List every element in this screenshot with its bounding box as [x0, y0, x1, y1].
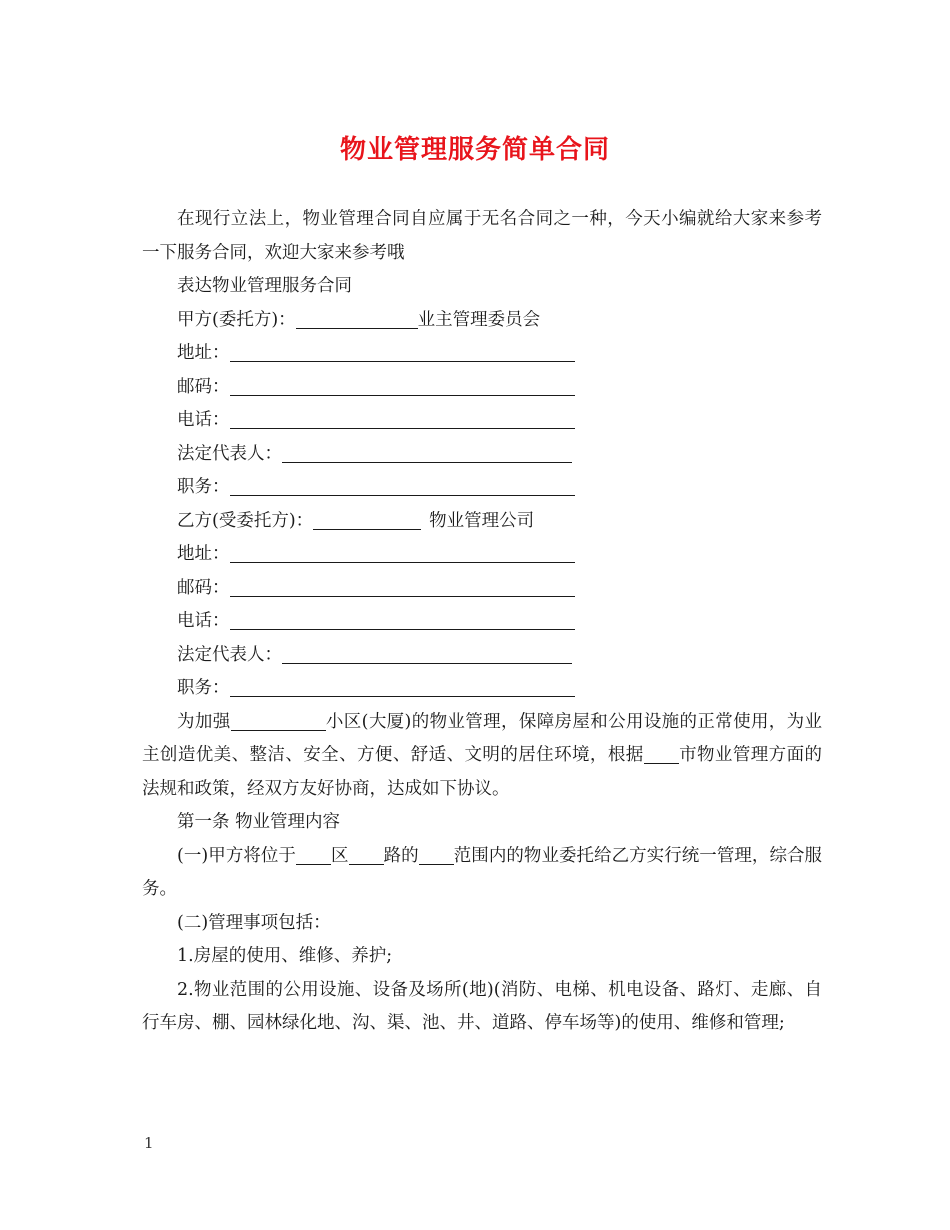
item-1-text-1: (一)甲方将位于 — [177, 845, 296, 866]
party-a-phone-label: 电话： — [177, 410, 230, 430]
article-1-item-2: (二)管理事项包括： — [177, 912, 331, 933]
party-b-postcode-line — [142, 572, 822, 606]
party-a-postcode-line — [142, 371, 822, 405]
item-1-text-3: 路的 — [383, 845, 419, 866]
party-a-position-line — [142, 471, 822, 505]
party-a-position-label: 职务： — [177, 477, 230, 497]
party-b-legal-rep-blank — [282, 641, 572, 664]
party-b-name-blank — [313, 507, 421, 530]
party-b-phone-blank — [230, 607, 575, 630]
article-1-item-1 — [142, 840, 822, 907]
party-b-address-line — [142, 538, 822, 572]
party-a-label: 甲方(委托方)： — [177, 309, 296, 330]
document-body — [142, 203, 822, 1041]
party-a-position-blank — [230, 473, 575, 496]
range-blank — [419, 842, 454, 865]
party-a-name-blank — [296, 306, 418, 329]
party-a-suffix: 业主管理委员会 — [417, 309, 541, 330]
party-b-legal-rep-label: 法定代表人： — [177, 644, 282, 665]
party-a-address-label: 地址： — [177, 343, 230, 363]
road-blank — [349, 842, 384, 865]
preamble-paragraph — [142, 706, 822, 807]
party-a-legal-rep-label: 法定代表人： — [177, 443, 282, 464]
party-b-position-line — [142, 672, 822, 706]
article-1-sub-1: 1.房屋的使用、维修、养护; — [177, 946, 393, 966]
party-a-phone-blank — [230, 406, 575, 429]
intro-paragraph: 在现行立法上，物业管理合同自应属于无名合同之一种，今天小编就给大家来参考一下服务合同，欢迎大家来参考哦 — [142, 209, 822, 263]
party-b-position-blank — [230, 674, 575, 697]
party-b-position-label: 职务： — [177, 678, 230, 698]
party-b-address-label: 地址： — [177, 544, 230, 564]
party-b-phone-label: 电话： — [177, 611, 230, 631]
document-title: 物业管理服务简单合同 — [339, 135, 610, 165]
party-b-address-blank — [230, 540, 575, 563]
party-b-line — [142, 505, 822, 539]
party-a-line — [142, 304, 822, 338]
article-1-heading: 第一条 物业管理内容 — [177, 812, 341, 832]
party-a-legal-rep-blank — [282, 440, 572, 463]
party-b-postcode-blank — [230, 574, 575, 597]
party-b-legal-rep-line — [142, 639, 822, 673]
preamble-text-2: 小区(大厦)的物业管理，保障房屋和公用设施的正常使用，为业主创造优美、整洁、安全、方便、舒适、文明的居住环境，根据 — [142, 711, 823, 765]
preamble-text-3: 市物业管理方面的法规和政策，经双方友好协商，达成如下协议。 — [142, 745, 823, 799]
party-b-phone-line — [142, 605, 822, 639]
party-a-address-blank — [230, 339, 575, 362]
party-b-label: 乙方(受委托方)： — [177, 510, 314, 531]
city-name-blank — [644, 741, 679, 764]
party-a-postcode-label: 邮码： — [177, 376, 230, 397]
party-a-phone-line — [142, 404, 822, 438]
party-b-suffix: 物业管理公司 — [429, 510, 535, 531]
contract-heading: 表达物业管理服务合同 — [177, 276, 352, 296]
party-a-legal-rep-line — [142, 438, 822, 472]
item-1-text-4: 范围内的物业委托给乙方实行统一管理，综合服务。 — [142, 845, 823, 899]
page-number: 1 — [144, 1134, 154, 1152]
party-b-postcode-label: 邮码： — [177, 577, 230, 598]
district-blank — [296, 842, 331, 865]
preamble-text-1: 为加强 — [177, 711, 231, 732]
item-1-text-2: 区 — [330, 845, 349, 866]
article-1-sub-2: 2.物业范围的公用设施、设备及场所(地)(消防、电梯、机电设备、路灯、走廊、自行车房、棚、园林绿化地、沟、渠、池、井、道路、停车场等)的使用、维修和管理; — [142, 979, 822, 1033]
party-a-postcode-blank — [230, 373, 575, 396]
community-name-blank — [231, 708, 326, 731]
party-a-address-line — [142, 337, 822, 371]
